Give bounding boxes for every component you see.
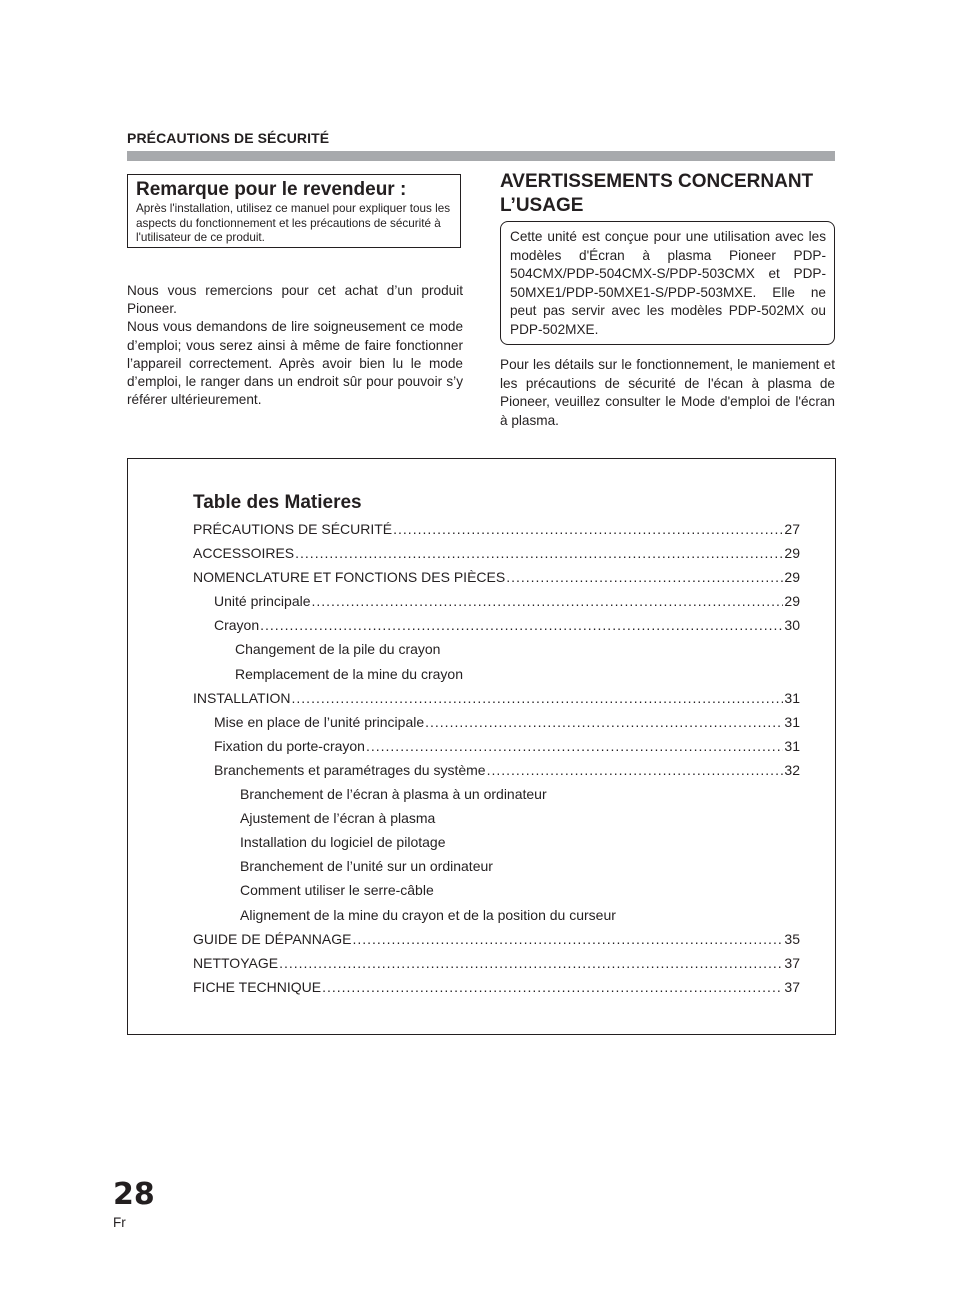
toc-entry-title: PRÉCAUTIONS DE SÉCURITÉ [193, 521, 393, 537]
toc-title: Table des Matieres [193, 492, 362, 513]
toc-entry-title: Crayon [214, 617, 260, 634]
toc-entry [193, 710, 800, 734]
toc-entry-title: Branchement de l’unité sur un ordinateur [240, 858, 493, 875]
toc-entry [193, 662, 800, 686]
intro-paragraph-2: Nous vous demandons de lire soigneusement ce mode d’emploi; vous serez ainsi à même de faire fonctionner l’appareil correctement. Après avoir bien lu le mode d’emploi, le ranger dans un endroit sûr pour pouvoir s’y référer ultérieurement. [127, 319, 463, 408]
toc-entry-page: 31 [784, 737, 800, 754]
dealer-note-box [127, 174, 461, 248]
toc-entry-title: Ajustement de l’écran à plasma [240, 810, 436, 827]
toc-dot-leader [506, 565, 783, 589]
toc-entry-page: 31 [784, 689, 800, 706]
toc-entry-title: Comment utiliser le serre-câble [240, 882, 434, 899]
toc-entry [193, 565, 800, 589]
table-of-contents [127, 458, 836, 1035]
header-rule [127, 151, 835, 161]
section-label: PRÉCAUTIONS DE SÉCURITÉ [127, 130, 330, 146]
toc-entry-title: Alignement de la mine du crayon et de la position du curseur [240, 906, 616, 923]
toc-entry-title: Changement de la pile du crayon [235, 641, 441, 658]
toc-entry [193, 541, 800, 565]
dealer-note-text: Après l'installation, utilisez ce manuel pour expliquer tous les aspects du fonctionnement et les précautions de sécurité à l'utilisateur de ce produit. [136, 202, 451, 244]
toc-entry-page: 31 [784, 713, 800, 730]
toc-dot-leader [487, 758, 784, 782]
dealer-note-title: Remarque pour le revendeur : [136, 179, 407, 200]
toc-dot-leader [425, 710, 783, 734]
toc-entry [193, 589, 800, 613]
toc-entry [193, 758, 800, 782]
toc-entry-title: Remplacement de la mine du crayon [235, 665, 464, 682]
toc-list [193, 517, 800, 999]
intro-paragraph-1: Nous vous remercions pour cet achat d’un produit Pioneer. [127, 283, 463, 317]
toc-entry [193, 903, 800, 927]
toc-entry [193, 517, 800, 541]
toc-entry [193, 854, 800, 878]
toc-entry [193, 975, 800, 999]
toc-entry-page: 35 [784, 930, 800, 947]
toc-dot-leader [366, 734, 783, 758]
toc-dot-leader [393, 517, 783, 541]
toc-entry-title: Branchements et paramétrages du système [214, 761, 486, 778]
toc-entry-title: Branchement de l’écran à plasma à un ordinateur [240, 786, 547, 803]
toc-entry-page: 29 [784, 593, 800, 610]
toc-dot-leader [295, 541, 783, 565]
toc-entry [193, 878, 800, 902]
warnings-title: AVERTISSEMENTS CONCERNANT L’USAGE [500, 171, 814, 216]
warnings-box [500, 221, 835, 345]
toc-entry-page: 29 [784, 569, 800, 586]
toc-entry [193, 613, 800, 637]
toc-entry [193, 734, 800, 758]
toc-entry-title: ACCESSOIRES [193, 545, 295, 562]
toc-entry-title: Unité principale [214, 593, 311, 610]
toc-entry-page: 27 [784, 521, 800, 537]
toc-dot-leader [292, 686, 784, 710]
toc-entry-title: NETTOYAGE [193, 954, 279, 971]
toc-dot-leader [322, 975, 783, 999]
toc-dot-leader [352, 927, 783, 951]
toc-entry [193, 782, 800, 806]
toc-entry [193, 637, 800, 661]
toc-entry [193, 806, 800, 830]
toc-entry-page: 32 [784, 761, 800, 778]
toc-entry-title: INSTALLATION [193, 689, 291, 706]
toc-entry-title: Mise en place de l’unité principale [214, 713, 425, 730]
toc-dot-leader [279, 951, 783, 975]
toc-entry [193, 686, 800, 710]
language-code: Fr [113, 1215, 126, 1230]
warnings-box-text: Cette unité est conçue pour une utilisation avec les modèles d'Écran à plasma Pioneer PDP-504CMX/PDP-504CMX-S/PDP-503CMX et PDP-50MXE1/PDP-50MXE1-S/PDP-503MXE. Elle ne peut pas servir avec les modèles PDP-502MX ou PDP-502MXE. [510, 229, 826, 337]
toc-entry [193, 830, 800, 854]
toc-dot-leader [312, 589, 784, 613]
toc-entry-page: 37 [784, 954, 800, 971]
toc-entry-title: FICHE TECHNIQUE [193, 978, 322, 995]
toc-entry-page: 30 [784, 617, 800, 634]
toc-dot-leader [260, 613, 783, 637]
toc-entry-page: 29 [784, 545, 800, 562]
warnings-details: Pour les détails sur le fonctionnement, le maniement et les précautions de sécurité de l'écan à plasma de Pioneer, veuillez consulter le Mode d'emploi de l'écran à plasma. [500, 357, 835, 428]
toc-entry-page: 37 [784, 978, 800, 995]
toc-entry-title: Installation du logiciel de pilotage [240, 834, 446, 851]
toc-entry [193, 927, 800, 951]
page-number: 28 [113, 1177, 155, 1212]
toc-entry-title: NOMENCLATURE ET FONCTIONS DES PIÈCES [193, 569, 506, 586]
toc-entry-title: Fixation du porte-crayon [214, 737, 365, 754]
intro-text [127, 282, 463, 409]
toc-entry-title: GUIDE DE DÉPANNAGE [193, 930, 352, 947]
toc-entry [193, 951, 800, 975]
